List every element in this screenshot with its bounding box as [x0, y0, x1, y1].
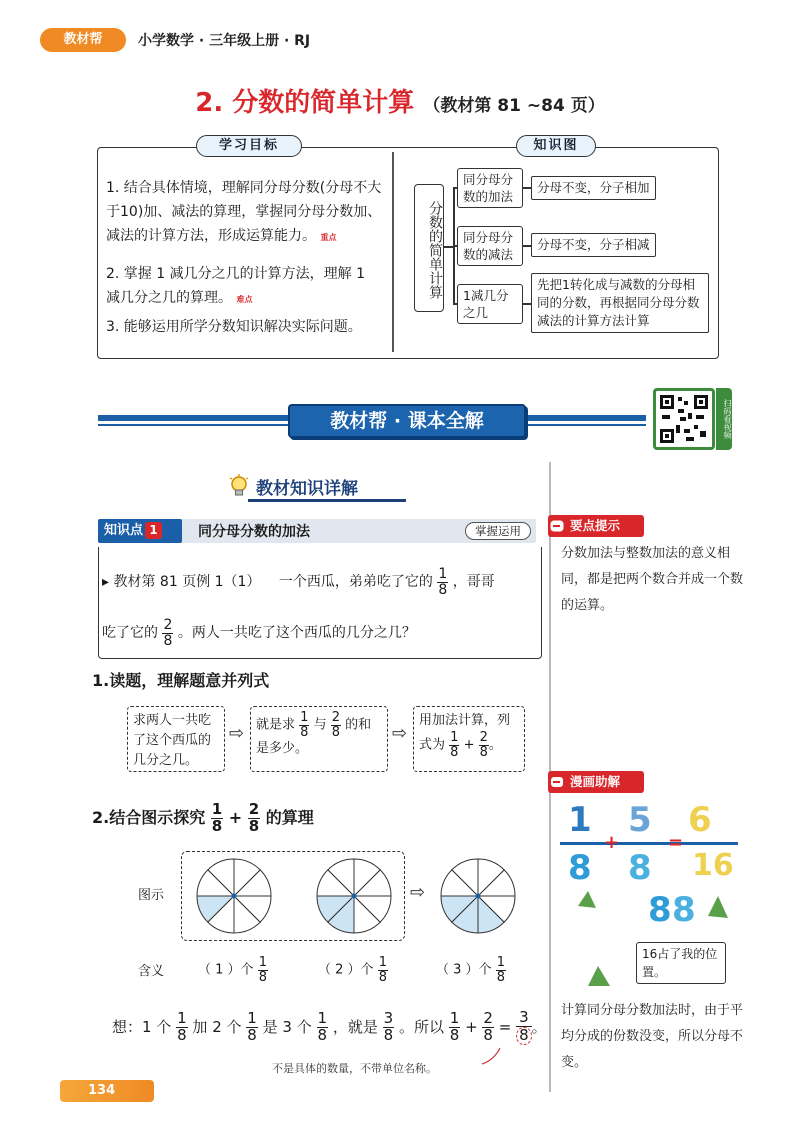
goal-item-3: 3. 能够运用所学分数知识解决实际问题。	[106, 319, 362, 335]
pie-three-eighths	[438, 856, 518, 936]
pie-one-eighth	[194, 856, 274, 936]
fraction: $\frac{3}{8}$	[383, 1009, 394, 1044]
fraction: $\frac{1}{8}$	[300, 710, 309, 740]
arrow-right-icon: ⇨	[229, 723, 245, 744]
comic-digit-5: 5	[628, 800, 652, 840]
fraction: $\frac{1}{8}$	[317, 1009, 328, 1044]
comic-equals: =	[668, 832, 684, 853]
fraction-result: $\frac{3}{8}$	[516, 1010, 532, 1045]
map-node-addition: 同分母分数的加法	[457, 168, 523, 208]
knowledge-point-tag: 知识点 1	[98, 519, 182, 543]
step2-title: 2.结合图示探究 $\frac{1}{8}$ + $\frac{2}{8}$ 的算理	[92, 800, 314, 835]
section-title: 教材知识详解	[248, 474, 406, 502]
arrow-right-icon: ⇨	[410, 882, 426, 903]
fraction: $\frac{1}{8}$	[211, 800, 223, 835]
example-line-2: 吃了它的 $\frac{2}{8}$ 。两人一共吃了这个西瓜的几分之几？	[102, 617, 416, 649]
reasoning-line: 想：1 个 $\frac{1}{8}$ 加 2 个 $\frac{1}{8}$ 是 3 个 $\frac{1}{8}$ ，就是 $\frac{3}{8}$ 。所以 $\frac{1}{8}$ + $\frac{2}{8}$ = $\frac{3}{8}$ 。	[112, 1008, 547, 1044]
fraction: $\frac{2}{8}$	[483, 1009, 493, 1044]
comic-digit-8: 8	[628, 848, 652, 888]
mastery-badge: 掌握运用	[465, 522, 531, 540]
lesson-title-main: 2. 分数的简单计算	[195, 88, 415, 118]
knowledge-map-tab: 知识图	[516, 135, 596, 157]
comic-text: 计算同分母分数加法时，由于平均分成的份数没变，所以分母不变。	[561, 1003, 744, 1070]
fraction: $\frac{1}{8}$	[496, 955, 505, 985]
book-title: 小学数学 · 三年级上册 · RJ	[138, 33, 311, 49]
comic-digit-1: 1	[568, 800, 592, 840]
comic-fraction-bar	[560, 842, 738, 845]
fraction: $\frac{2}{8}$	[331, 710, 341, 740]
tip-text: 分数加法与整数加法的意义相同，都是把两个数合并成一个数的运算。	[561, 546, 744, 613]
comic-digit-8: 8	[568, 848, 592, 888]
fraction: $\frac{1}{8}$	[258, 955, 267, 985]
meaning-2: （ 2 ）个 $\frac{1}{8}$	[318, 955, 387, 985]
meaning-3: （ 3 ）个 $\frac{1}{8}$	[436, 955, 505, 985]
qr-tag: 扫码看视频	[716, 388, 732, 450]
comic-digit-16: 16	[692, 848, 734, 883]
lesson-title	[0, 82, 800, 119]
pie-center-dot	[476, 894, 481, 899]
page-number: 134	[60, 1080, 154, 1102]
map-leaf-addition: 分母不变，分子相加	[531, 176, 656, 200]
map-connector	[523, 187, 531, 189]
qr-code-icon	[660, 395, 708, 443]
goal-item-1: 1. 结合具体情境，理解同分母分数(分母不大于10)加、减法的算理，掌握同分母分数加、减法的计算方法，形成运算能力。 重点	[106, 180, 382, 244]
pie-center-dot	[352, 894, 357, 899]
arrow-right-icon: ⇨	[392, 723, 408, 744]
fraction: $\frac{1}{8}$	[177, 1009, 187, 1044]
map-node-subtraction: 同分母分数的减法	[457, 226, 523, 266]
fraction: $\frac{2}{8}$	[163, 617, 173, 649]
pie-center-dot	[232, 894, 237, 899]
map-connector	[523, 245, 531, 247]
knowledge-map-root: 分数的简单计算	[414, 184, 444, 312]
knowledge-point-title: 同分母分数的加法	[198, 524, 310, 540]
lesson-title-pages: （教材第 81 ~84 页）	[423, 96, 605, 116]
fraction: $\frac{1}{8}$	[450, 730, 459, 760]
pointer-curve-icon	[480, 1046, 504, 1068]
comic-digit-8: 8	[672, 890, 696, 930]
map-leaf-subtraction: 分母不变，分子相减	[531, 233, 656, 257]
comic-plus: +	[604, 832, 620, 853]
goals-tab: 学习目标	[196, 135, 302, 157]
fraction: $\frac{1}{8}$	[438, 566, 448, 598]
goal-tag-hard: 难点	[236, 295, 253, 304]
map-node-one-minus: 1减几分之几	[457, 284, 523, 324]
fraction: $\frac{1}{8}$	[449, 1009, 460, 1044]
brand-badge: 教材帮	[40, 28, 126, 52]
comic-speech-bubble: 16占了我的位置。	[636, 942, 726, 984]
row-label-diagram: 图示	[138, 888, 165, 903]
pointer-hand-icon	[550, 774, 566, 794]
step1-box-1: 求两人一共吃了这个西瓜的几分之几。	[127, 706, 225, 772]
map-leaf-one-minus: 先把1转化成与减数的分母相同的分数，再根据同分母分数减法的计算方法计算	[531, 273, 709, 333]
comic-digit-6: 6	[688, 800, 712, 840]
example-line-1: ▸ 教材第 81 页例 1（1） 一个西瓜，弟弟吃了它的 $\frac{1}{8}$ ，哥哥	[102, 566, 495, 598]
step1-box-2: 就是求 $\frac{1}{8}$ 与 $\frac{2}{8}$ 的和是多少。	[250, 706, 388, 772]
comic-tag: 漫画助解	[548, 771, 644, 793]
tip-tag: 要点提示	[548, 515, 644, 537]
fraction: $\frac{1}{8}$	[378, 955, 387, 985]
knowledge-point-number: 1	[145, 522, 162, 539]
goal-item-2: 2. 掌握 1 减几分之几的计算方法，理解 1 减几分之几的算理。 难点	[106, 266, 365, 306]
annotation-note: 不是具体的数量，不带单位名称。	[272, 1062, 437, 1075]
row-label-meaning: 含义	[138, 964, 165, 979]
goal-tag-key: 重点	[320, 233, 337, 242]
meaning-1: （ 1 ）个 $\frac{1}{8}$	[198, 955, 267, 985]
comic-digit-8: 8	[648, 890, 672, 930]
fraction: $\frac{2}{8}$	[479, 730, 488, 760]
header-background	[300, 22, 800, 60]
step1-box-3: 用加法计算，列式为 $\frac{1}{8}$ + $\frac{2}{8}$ 。	[413, 706, 525, 772]
step1-title: 1.读题，理解题意并列式	[92, 671, 270, 690]
fraction: $\frac{2}{8}$	[248, 800, 260, 835]
section-band: 教材帮 · 课本全解	[288, 404, 526, 438]
lightbulb-icon	[228, 474, 250, 504]
pointer-hand-icon	[550, 518, 566, 538]
map-connector	[523, 303, 531, 305]
fraction: $\frac{1}{8}$	[247, 1009, 257, 1044]
overview-divider	[392, 152, 394, 352]
pie-two-eighths	[314, 856, 394, 936]
qr-code[interactable]	[653, 388, 715, 450]
